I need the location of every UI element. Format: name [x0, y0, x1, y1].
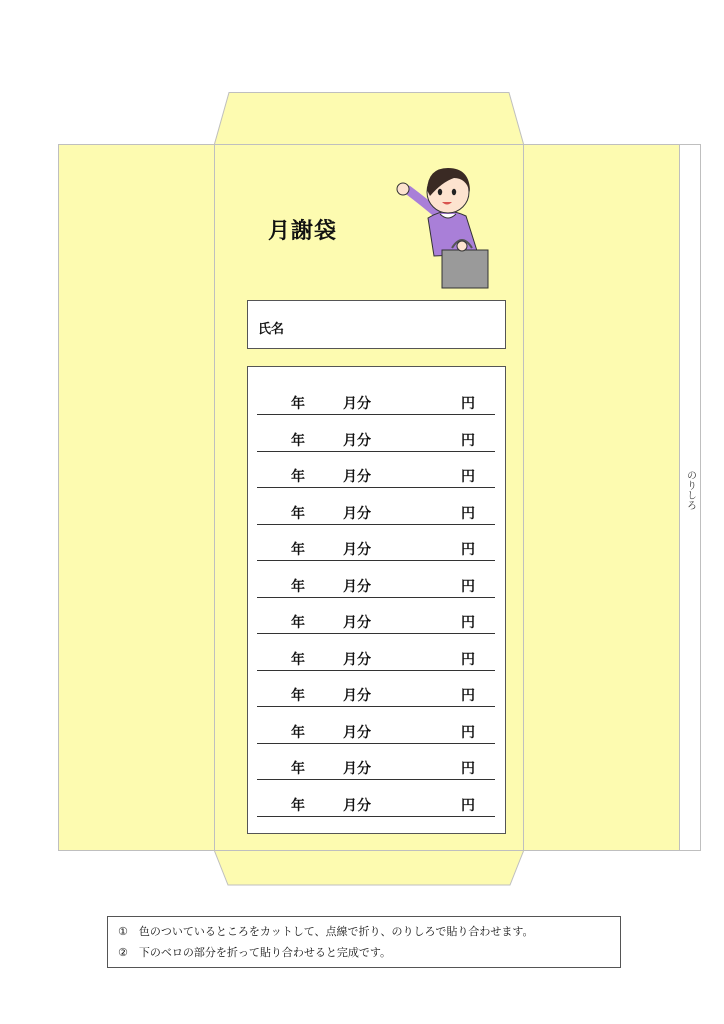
- row-yen-label: 円: [461, 688, 475, 704]
- payment-row: [257, 542, 495, 561]
- row-month-label: 月分: [343, 761, 371, 777]
- payment-row: [257, 688, 495, 707]
- row-month-label: 月分: [343, 578, 371, 595]
- top-flap-outline: [214, 92, 524, 144]
- row-month-label: 月分: [343, 797, 371, 814]
- instructions-box: [107, 916, 621, 968]
- row-year-label: 年: [291, 797, 305, 814]
- bottom-flap-outline: [214, 851, 524, 886]
- row-year-label: 年: [291, 542, 305, 558]
- row-year-label: 年: [291, 396, 305, 412]
- name-label: 氏名: [258, 322, 285, 337]
- payment-row: [257, 433, 495, 452]
- row-year-label: 年: [291, 615, 305, 631]
- payment-row: [257, 652, 495, 671]
- row-year-label: 年: [291, 724, 305, 741]
- row-year-label: 年: [291, 469, 305, 485]
- row-yen-label: 円: [461, 724, 475, 741]
- name-field-box: [247, 300, 506, 349]
- payment-row: [257, 725, 495, 744]
- glue-label: のりしろ: [684, 470, 696, 510]
- row-year-label: 年: [291, 505, 305, 522]
- left-side-panel: [58, 144, 215, 851]
- child-with-bag-illustration: [394, 162, 494, 292]
- row-yen-label: 円: [461, 578, 475, 595]
- row-yen-label: 円: [461, 432, 475, 449]
- instruction-line-2: ② 下のベロの部分を折って貼り合わせると完成です。: [118, 946, 391, 959]
- payment-row: [257, 396, 495, 415]
- row-month-label: 月分: [343, 469, 371, 485]
- row-month-label: 月分: [343, 505, 371, 522]
- row-month-label: 月分: [343, 615, 371, 631]
- row-year-label: 年: [291, 761, 305, 777]
- row-month-label: 月分: [343, 724, 371, 741]
- row-year-label: 年: [291, 688, 305, 704]
- envelope-title: 月謝袋: [268, 219, 338, 244]
- payment-row: [257, 761, 495, 780]
- payment-row: [257, 469, 495, 488]
- row-yen-label: 円: [461, 761, 475, 777]
- row-year-label: 年: [291, 578, 305, 595]
- row-month-label: 月分: [343, 688, 371, 704]
- row-yen-label: 円: [461, 615, 475, 631]
- payment-row: [257, 615, 495, 634]
- row-month-label: 月分: [343, 542, 371, 558]
- right-side-panel: [523, 144, 680, 851]
- row-month-label: 月分: [343, 651, 371, 668]
- row-yen-label: 円: [461, 469, 475, 485]
- row-month-label: 月分: [343, 396, 371, 412]
- payment-row: [257, 798, 495, 817]
- row-year-label: 年: [291, 432, 305, 449]
- payment-row: [257, 579, 495, 598]
- row-year-label: 年: [291, 651, 305, 668]
- row-yen-label: 円: [461, 651, 475, 668]
- row-yen-label: 円: [461, 542, 475, 558]
- instruction-line-1: ① 色のついているところをカットして、点線で折り、のりしろで貼り合わせます。: [118, 925, 534, 938]
- row-yen-label: 円: [461, 797, 475, 814]
- row-month-label: 月分: [343, 432, 371, 449]
- payment-row: [257, 506, 495, 525]
- row-yen-label: 円: [461, 396, 475, 412]
- row-yen-label: 円: [461, 505, 475, 522]
